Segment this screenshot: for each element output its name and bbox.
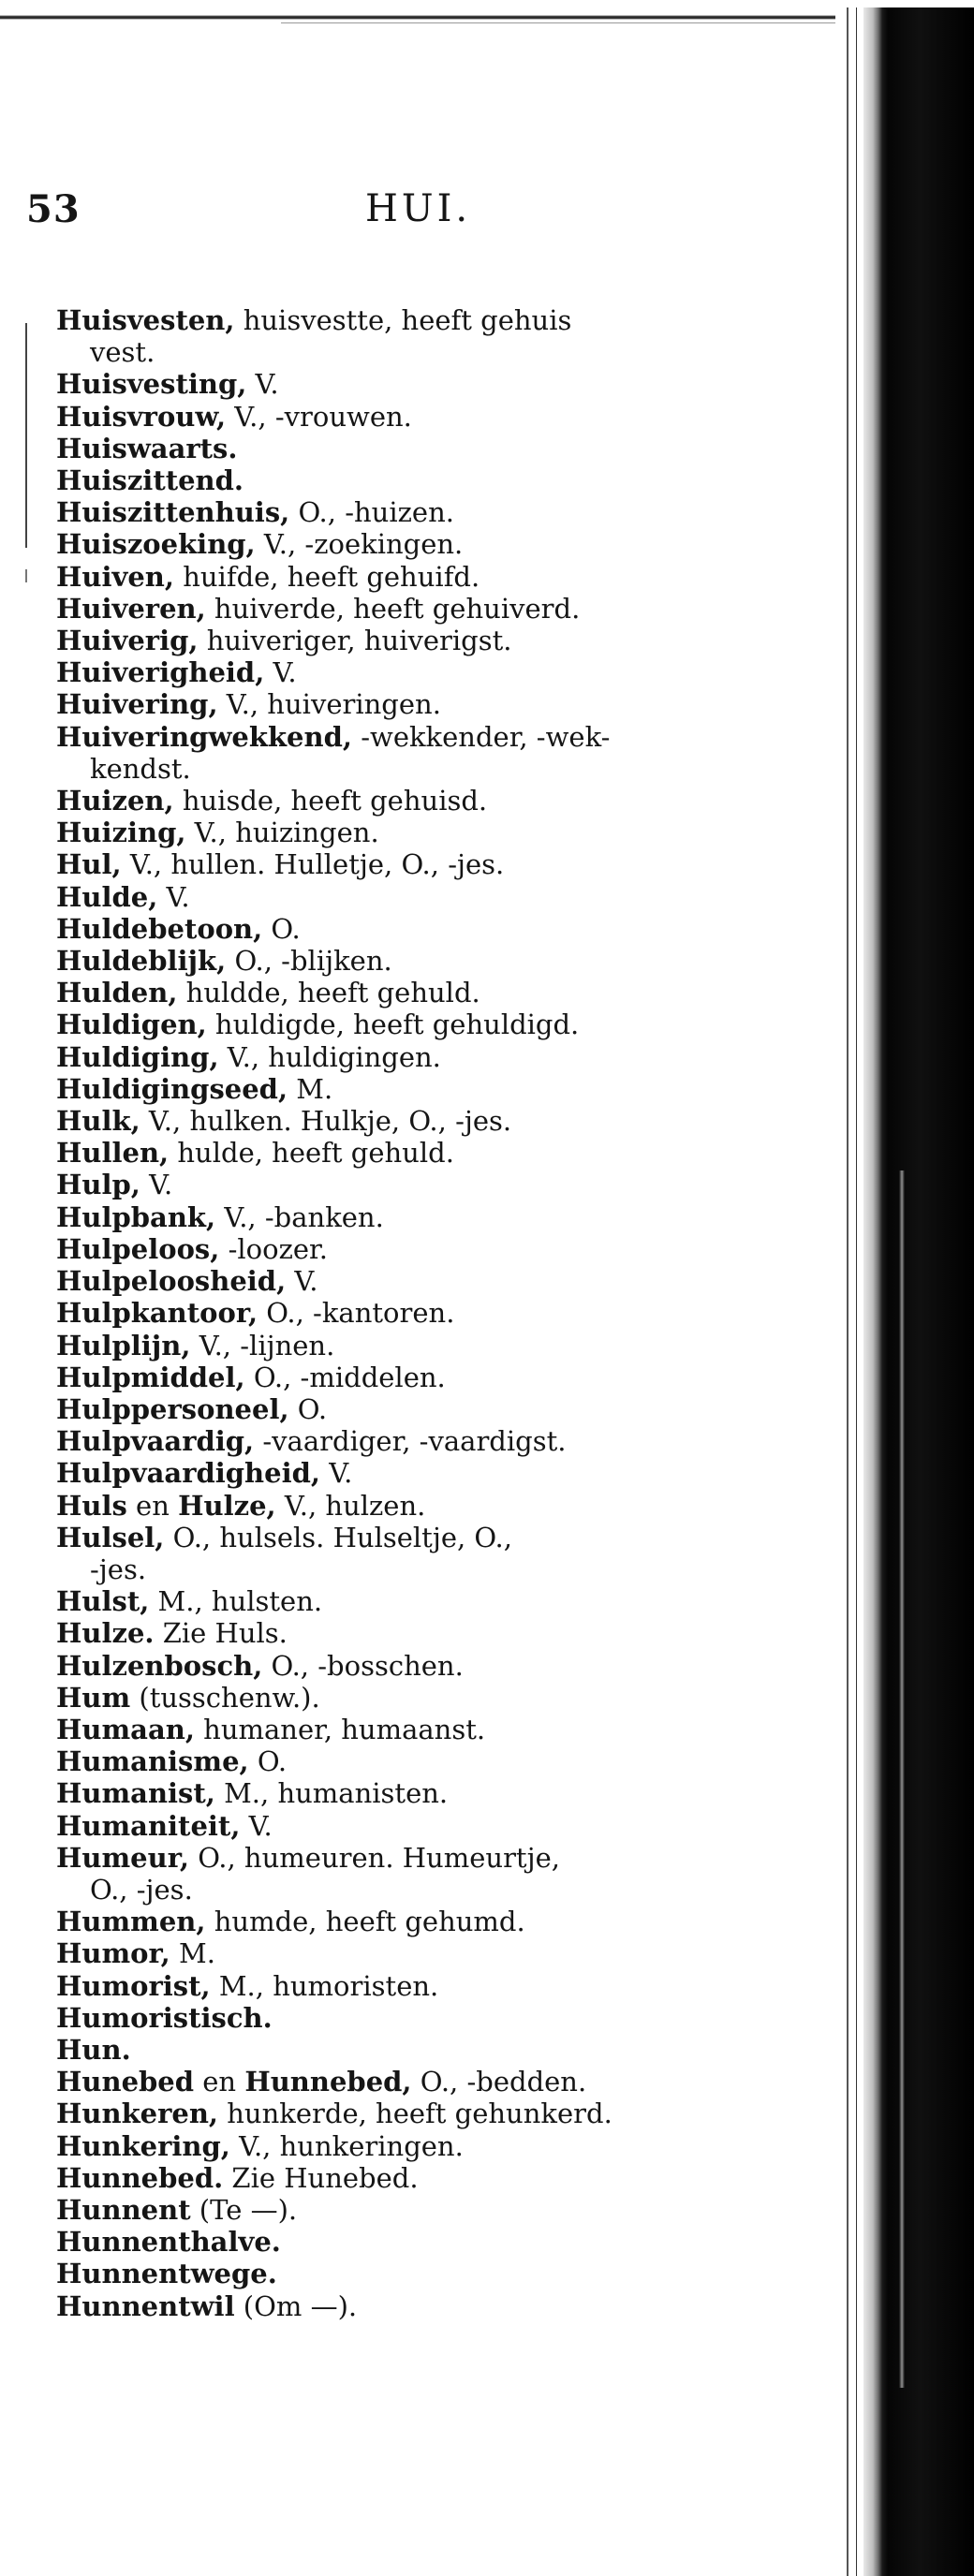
entry-headword: Huiveringwekkend,	[56, 720, 352, 753]
entry-first-line	[56, 401, 412, 433]
entry-first-line	[56, 2162, 419, 2194]
entry-first-line	[56, 528, 463, 560]
entry-definition: O., -middelen.	[244, 1361, 446, 1393]
entry-first-line	[56, 1362, 446, 1393]
entry-first-line	[56, 1330, 334, 1362]
dictionary-entry	[56, 528, 730, 560]
dictionary-entry	[56, 1425, 730, 1457]
entry-first-line	[56, 1297, 454, 1329]
entry-first-line	[56, 368, 279, 400]
entry-headword: Hulp,	[56, 1169, 140, 1201]
margin-rule	[25, 323, 27, 548]
entry-definition: V.	[157, 880, 190, 913]
entry-first-line	[56, 1393, 327, 1425]
entry-headword: Hulpeloosheid,	[56, 1265, 287, 1298]
entry-definition: O., hulsels. Hulseltje, O.,	[164, 1521, 512, 1553]
entry-definition: V., huizingen.	[185, 817, 379, 849]
page-number: 53	[26, 187, 81, 231]
entry-conjunction: en	[126, 1489, 179, 1522]
entry-headword: Humor,	[56, 1937, 170, 1970]
entry-definition: (Te —).	[190, 2193, 298, 2226]
entry-first-line	[56, 2194, 297, 2226]
entry-first-line	[56, 2098, 612, 2129]
entry-headword: Huiswaarts.	[56, 432, 238, 464]
entry-conjunction: en	[194, 2066, 245, 2098]
entry-first-line	[56, 304, 571, 336]
entry-first-line	[56, 1105, 511, 1137]
entry-headword: Hulpkantoor,	[56, 1297, 258, 1330]
entry-continuation: O., -jes.	[90, 1873, 193, 1906]
dictionary-entry	[56, 1362, 730, 1393]
dictionary-entry	[56, 1041, 730, 1073]
entry-continuation: kendst.	[90, 752, 191, 785]
entry-first-line	[56, 2226, 281, 2258]
entry-first-line	[56, 1041, 441, 1073]
entry-first-line	[56, 1682, 320, 1714]
dictionary-entry	[56, 2258, 730, 2289]
entry-definition: V., hulzen.	[275, 1489, 426, 1522]
dictionary-entry	[56, 721, 730, 785]
entry-definition: O., -kantoren.	[258, 1297, 455, 1330]
entry-definition: V.	[246, 368, 279, 401]
entry-definition: -vaardiger, -vaardigst.	[254, 1425, 567, 1458]
entry-first-line	[56, 1457, 352, 1489]
dictionary-entry	[56, 977, 730, 1008]
entry-headword-variant: Hunnebed,	[244, 2066, 412, 2098]
entry-first-line	[56, 1745, 287, 1777]
entry-definition: humde, heeft gehumd.	[205, 1906, 525, 1938]
entry-first-line	[56, 881, 190, 913]
dictionary-entry	[56, 2002, 730, 2034]
entry-headword: Humaan,	[56, 1713, 195, 1745]
dictionary-entry	[56, 1745, 730, 1777]
entry-definition: V.	[264, 656, 297, 689]
entry-definition: hunkerde, heeft gehunkerd.	[218, 2098, 612, 2130]
entry-first-line	[56, 913, 301, 945]
entry-headword: Hulsel,	[56, 1521, 165, 1553]
entry-definition: humaner, humaanst.	[194, 1713, 486, 1745]
entry-definition: -wekkender, -wek-	[351, 720, 611, 753]
entry-headword: Hum	[56, 1681, 131, 1714]
entry-headword: Hunkeren,	[56, 2098, 219, 2130]
entry-first-line	[56, 1937, 215, 1969]
dictionary-entry	[56, 1937, 730, 1969]
entry-definition: V.	[286, 1265, 318, 1298]
entry-headword: Huldigingseed,	[56, 1072, 288, 1105]
dictionary-entry	[56, 1265, 730, 1297]
entry-continuation: vest.	[90, 336, 155, 369]
entry-headword: Huiszoeking,	[56, 528, 256, 561]
entry-definition: Zie Hunebed.	[223, 2161, 419, 2194]
entry-headword: Huizing,	[56, 817, 186, 849]
top-rule	[0, 15, 843, 20]
entry-definition: V., -lijnen.	[190, 1329, 335, 1362]
entry-first-line	[56, 1970, 438, 2002]
entry-first-line	[56, 1650, 464, 1682]
dictionary-entry	[56, 2098, 730, 2129]
margin-mark	[25, 569, 27, 582]
dictionary-entry	[56, 1522, 730, 1585]
entry-headword: Huiverig,	[56, 625, 199, 657]
dictionary-entry	[56, 625, 730, 656]
entry-headword: Huivering,	[56, 688, 218, 721]
dictionary-entry	[56, 2194, 730, 2226]
dictionary-entry	[56, 656, 730, 688]
page-header	[0, 187, 824, 243]
entry-definition: M.	[170, 1937, 215, 1970]
dictionary-entry	[56, 913, 730, 945]
entry-headword: Humaniteit,	[56, 1809, 241, 1842]
entry-definition: huldde, heeft gehuld.	[177, 977, 480, 1009]
entry-first-line	[56, 945, 392, 977]
entry-definition: M.	[288, 1072, 333, 1105]
entry-first-line	[56, 1137, 454, 1169]
entry-headword: Huls	[56, 1489, 127, 1522]
entry-definition: V., hullen. Hulletje, O., -jes.	[121, 848, 505, 881]
entry-headword: Hulzenbosch,	[56, 1649, 263, 1682]
entry-definition: V., huldigingen.	[218, 1040, 441, 1073]
entry-headword: Hulppersoneel,	[56, 1392, 289, 1425]
entry-definition: M., humanisten.	[214, 1777, 449, 1810]
entry-definition: V., hunkeringen.	[229, 2129, 464, 2162]
dictionary-entries	[56, 304, 730, 2322]
dictionary-entry	[56, 881, 730, 913]
entry-first-line	[56, 1617, 288, 1649]
entry-first-line	[56, 2066, 586, 2098]
entry-headword: Hulpvaardig,	[56, 1425, 255, 1458]
entry-headword: Huizen,	[56, 785, 174, 817]
entry-first-line	[56, 1522, 512, 1553]
entry-headword: Huisvesting,	[56, 368, 247, 401]
entry-headword: Hulpeloos,	[56, 1232, 220, 1265]
entry-first-line	[56, 433, 237, 464]
entry-headword: Hullen,	[56, 1137, 170, 1170]
dictionary-entry	[56, 593, 730, 625]
entry-headword: Hulk,	[56, 1105, 140, 1138]
entry-definition: huisde, heeft gehuisd.	[173, 785, 488, 817]
dictionary-entry	[56, 817, 730, 848]
entry-definition: hulde, heeft gehuld.	[169, 1137, 454, 1170]
entry-headword: Hulpvaardigheid,	[56, 1457, 320, 1490]
entry-definition: huiveriger, huiverigst.	[198, 625, 512, 657]
entry-first-line	[56, 785, 487, 817]
entry-first-line	[56, 496, 454, 528]
entry-headword: Hunnentwege.	[56, 2258, 277, 2290]
entry-headword: Huisvesten,	[56, 304, 235, 336]
entry-definition: O., -huizen.	[289, 496, 454, 529]
dictionary-entry	[56, 1330, 730, 1362]
dictionary-entry	[56, 1297, 730, 1329]
dictionary-entry	[56, 1617, 730, 1649]
dictionary-entry	[56, 1777, 730, 1809]
entry-definition: O., humeuren. Humeurtje,	[188, 1841, 560, 1874]
entry-first-line	[56, 1073, 332, 1105]
running-head: HUI.	[365, 187, 472, 230]
dictionary-entry	[56, 1201, 730, 1233]
entry-first-line	[56, 1810, 273, 1842]
entry-headword: Huiven,	[56, 560, 174, 593]
entry-first-line	[56, 817, 379, 848]
entry-definition: huiverde, heeft gehuiverd.	[205, 592, 581, 625]
entry-headword: Huiszittend.	[56, 464, 244, 497]
entry-first-line	[56, 1265, 318, 1297]
entry-headword: Hulde,	[56, 880, 158, 913]
dictionary-entry	[56, 2066, 730, 2098]
entry-headword: Hul,	[56, 848, 122, 881]
entry-first-line	[56, 1906, 525, 1937]
top-rule-thin	[281, 22, 843, 23]
dictionary-entry	[56, 464, 730, 496]
entry-definition: Zie Huls.	[154, 1617, 288, 1650]
entry-continuation: -jes.	[90, 1553, 147, 1585]
dictionary-entry	[56, 1585, 730, 1617]
entry-first-line	[56, 2258, 277, 2289]
entry-first-line	[56, 1842, 560, 1874]
dictionary-entry	[56, 1682, 730, 1714]
entry-definition: V., hulken. Hulkje, O., -jes.	[140, 1105, 512, 1138]
entry-first-line	[56, 656, 297, 688]
dictionary-entry	[56, 688, 730, 720]
dictionary-entry	[56, 1970, 730, 2002]
entry-headword: Hulpbank,	[56, 1200, 216, 1233]
dictionary-entry	[56, 1490, 730, 1522]
dictionary-entry	[56, 2162, 730, 2194]
entry-headword-variant: Hulze,	[178, 1489, 276, 1522]
entry-definition: V., -zoekingen.	[255, 528, 464, 561]
entry-first-line	[56, 2290, 357, 2322]
entry-headword: Humeur,	[56, 1841, 189, 1874]
dictionary-entry	[56, 785, 730, 817]
entry-definition: -loozer.	[219, 1232, 328, 1265]
dictionary-entry	[56, 1137, 730, 1169]
entry-definition: huifde, heeft gehuifd.	[173, 560, 480, 593]
entry-definition: M., humoristen.	[210, 1969, 439, 2002]
entry-headword: Hunnentwil	[56, 2289, 235, 2322]
entry-first-line	[56, 848, 504, 880]
entry-first-line	[56, 721, 610, 753]
entry-first-line	[56, 593, 580, 625]
dictionary-entry	[56, 304, 730, 368]
entry-headword: Huiszittenhuis,	[56, 496, 290, 529]
entry-headword: Huldeblijk,	[56, 945, 227, 978]
entry-headword: Hun.	[56, 2033, 131, 2066]
dictionary-entry	[56, 1008, 730, 1040]
entry-headword: Huiveren,	[56, 592, 206, 625]
entry-definition: huisvestte, heeft gehuis	[234, 304, 572, 336]
dictionary-entry	[56, 1105, 730, 1137]
entry-first-line	[56, 1490, 425, 1522]
dictionary-entry	[56, 1073, 730, 1105]
dictionary-entry	[56, 1906, 730, 1937]
entry-headword: Hulze.	[56, 1617, 155, 1650]
book-binding-edge	[835, 7, 974, 2576]
dictionary-entry	[56, 1457, 730, 1489]
dictionary-entry	[56, 1169, 730, 1200]
dictionary-entry	[56, 1650, 730, 1682]
dictionary-entry	[56, 2034, 730, 2066]
entry-definition: (tusschenw.).	[130, 1681, 320, 1714]
entry-definition: O., -blijken.	[226, 945, 392, 978]
entry-definition: O., -bedden.	[411, 2066, 587, 2098]
entry-headword: Humanisme,	[56, 1745, 249, 1778]
entry-definition: V., huiveringen.	[217, 688, 441, 721]
entry-headword: Humoristisch.	[56, 2001, 273, 2034]
dictionary-entry	[56, 848, 730, 880]
entry-headword: Hunkering,	[56, 2129, 230, 2162]
entry-definition: O.	[248, 1745, 288, 1778]
entry-headword: Hulpmiddel,	[56, 1361, 245, 1393]
entry-definition: V.	[320, 1457, 353, 1490]
entry-headword: Hunnebed.	[56, 2161, 224, 2194]
dictionary-entry	[56, 1810, 730, 1842]
dictionary-entry	[56, 2226, 730, 2258]
entry-definition: O.	[288, 1392, 328, 1425]
entry-definition: V.	[140, 1169, 173, 1201]
entry-definition: M., hulsten.	[149, 1585, 323, 1618]
dictionary-entry	[56, 496, 730, 528]
entry-headword: Humorist,	[56, 1969, 211, 2002]
entry-headword: Huldigen,	[56, 1008, 207, 1041]
dictionary-entry	[56, 433, 730, 464]
entry-first-line	[56, 688, 441, 720]
dictionary-entry	[56, 1714, 730, 1745]
entry-first-line	[56, 2130, 464, 2162]
entry-first-line	[56, 2002, 273, 2034]
entry-first-line	[56, 1008, 579, 1040]
entry-definition: O.	[262, 912, 301, 945]
entry-headword: Huldiging,	[56, 1040, 219, 1073]
entry-first-line	[56, 625, 512, 656]
entry-headword: Hulplijn,	[56, 1329, 191, 1362]
entry-definition: (Om —).	[234, 2289, 358, 2322]
entry-definition: V., -banken.	[215, 1200, 384, 1233]
entry-headword: Hunebed	[56, 2066, 195, 2098]
entry-headword: Hulden,	[56, 977, 178, 1009]
entry-first-line	[56, 1585, 322, 1617]
entry-headword: Huldebetoon,	[56, 912, 263, 945]
entry-definition: huldigde, heeft gehuldigd.	[206, 1008, 580, 1041]
dictionary-entry	[56, 561, 730, 593]
binding-highlight	[899, 1170, 905, 2388]
entry-first-line	[56, 1169, 172, 1200]
dictionary-entry	[56, 401, 730, 433]
entry-definition: V.	[240, 1809, 273, 1842]
entry-first-line	[56, 1777, 448, 1809]
dictionary-entry	[56, 1842, 730, 1906]
dictionary-entry	[56, 2290, 730, 2322]
entry-headword: Hummen,	[56, 1906, 206, 1938]
entry-headword: Hunnent	[56, 2193, 191, 2226]
entry-headword: Humanist,	[56, 1777, 215, 1810]
entry-first-line	[56, 1201, 384, 1233]
dictionary-entry	[56, 945, 730, 977]
entry-headword: Hulst,	[56, 1585, 150, 1618]
entry-first-line	[56, 464, 244, 496]
entry-headword: Huiverigheid,	[56, 656, 265, 689]
entry-first-line	[56, 2034, 131, 2066]
dictionary-entry	[56, 1393, 730, 1425]
entry-first-line	[56, 1714, 485, 1745]
dictionary-entry	[56, 2130, 730, 2162]
entry-headword: Hunnenthalve.	[56, 2226, 281, 2259]
entry-first-line	[56, 1233, 328, 1265]
entry-definition: V., -vrouwen.	[226, 400, 412, 433]
dictionary-entry	[56, 1233, 730, 1265]
dictionary-entry	[56, 368, 730, 400]
entry-first-line	[56, 561, 480, 593]
entry-first-line	[56, 1425, 566, 1457]
entry-first-line	[56, 977, 480, 1008]
entry-headword: Huisvrouw,	[56, 400, 227, 433]
entry-definition: O., -bosschen.	[262, 1649, 464, 1682]
